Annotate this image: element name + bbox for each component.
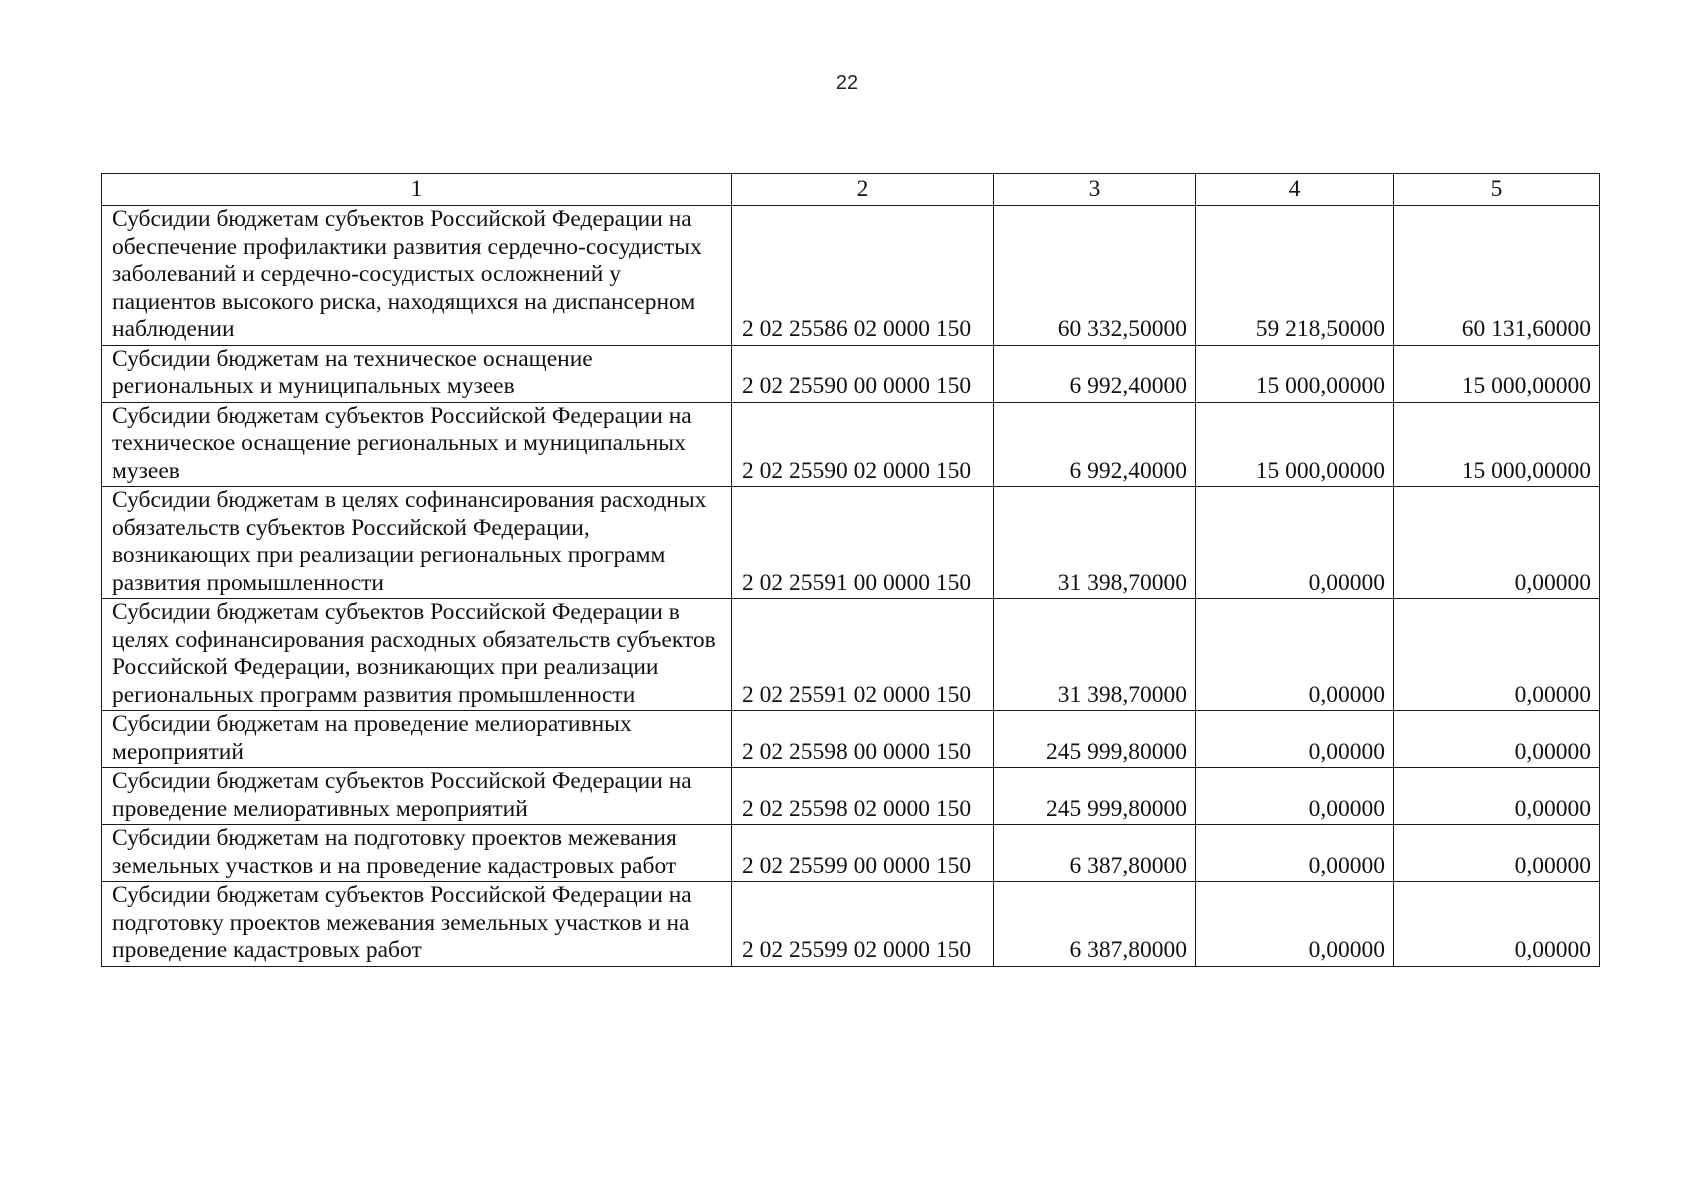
row-amount-col4: 15 000,00000 [1196,345,1394,402]
row-amount-col5: 15 000,00000 [1394,345,1600,402]
row-name-cell: Субсидии бюджетам субъектов Российской Федерации на проведение мелиоративных мероприятий [102,768,732,825]
row-name-cell: Субсидии бюджетам на проведение мелиоративных мероприятий [102,711,732,768]
table-row [102,711,1600,768]
table-row [102,487,1600,599]
row-code-cell: 2 02 25591 00 0000 150 [732,487,994,599]
row-amount-col3: 60 332,50000 [994,206,1196,346]
row-amount-col3: 31 398,70000 [994,487,1196,599]
row-name-cell: Субсидии бюджетам субъектов Российской Федерации на подготовку проектов межевания земельных участков и на проведение кадастровых работ [102,882,732,967]
row-code-cell: 2 02 25599 00 0000 150 [732,825,994,882]
row-amount-col4: 0,00000 [1196,487,1394,599]
row-amount-col3: 6 387,80000 [994,882,1196,967]
header-row [102,174,1600,206]
row-name-cell: Субсидии бюджетам в целях софинансирования расходных обязательств субъектов Российской Федерации, возникающих при реализации региональных программ развития промышленности [102,487,732,599]
table-row [102,882,1600,967]
row-amount-col4: 0,00000 [1196,882,1394,967]
row-amount-col5: 0,00000 [1394,487,1600,599]
row-amount-col4: 15 000,00000 [1196,402,1394,487]
row-amount-col3: 31 398,70000 [994,599,1196,711]
row-code-cell: 2 02 25590 00 0000 150 [732,345,994,402]
row-amount-col5: 60 131,60000 [1394,206,1600,346]
budget-revenue-table [101,173,1600,967]
row-amount-col4: 0,00000 [1196,711,1394,768]
row-code-cell: 2 02 25591 02 0000 150 [732,599,994,711]
row-amount-col4: 59 218,50000 [1196,206,1394,346]
row-name-cell: Субсидии бюджетам на техническое оснащение региональных и муниципальных музеев [102,345,732,402]
row-amount-col4: 0,00000 [1196,825,1394,882]
row-amount-col4: 0,00000 [1196,599,1394,711]
row-amount-col5: 0,00000 [1394,599,1600,711]
row-amount-col3: 245 999,80000 [994,768,1196,825]
row-code-cell: 2 02 25598 00 0000 150 [732,711,994,768]
row-name-cell: Субсидии бюджетам субъектов Российской Федерации на обеспечение профилактики развития сердечно-сосудистых заболеваний и сердечно-сосудистых осложнений у пациентов высокого риска, находящихся на диспансерном наблюдении [102,206,732,346]
table-row [102,768,1600,825]
row-amount-col5: 0,00000 [1394,882,1600,967]
row-code-cell: 2 02 25599 02 0000 150 [732,882,994,967]
row-amount-col5: 0,00000 [1394,768,1600,825]
row-amount-col5: 15 000,00000 [1394,402,1600,487]
row-name-cell: Субсидии бюджетам на подготовку проектов межевания земельных участков и на проведение кадастровых работ [102,825,732,882]
row-code-cell: 2 02 25586 02 0000 150 [732,206,994,346]
table-row [102,599,1600,711]
table-body [102,206,1600,967]
column-header-3: 3 [994,174,1196,206]
row-amount-col3: 245 999,80000 [994,711,1196,768]
column-header-4: 4 [1196,174,1394,206]
row-amount-col3: 6 387,80000 [994,825,1196,882]
table-row [102,206,1600,346]
row-amount-col5: 0,00000 [1394,711,1600,768]
row-name-cell: Субсидии бюджетам субъектов Российской Федерации на техническое оснащение региональных и муниципальных музеев [102,402,732,487]
row-amount-col5: 0,00000 [1394,825,1600,882]
table-header [102,174,1600,206]
column-header-1: 1 [102,174,732,206]
row-code-cell: 2 02 25590 02 0000 150 [732,402,994,487]
row-amount-col3: 6 992,40000 [994,345,1196,402]
page-number: 22 [835,72,859,94]
column-header-2: 2 [732,174,994,206]
table-row [102,825,1600,882]
row-amount-col3: 6 992,40000 [994,402,1196,487]
table-row [102,345,1600,402]
table-row [102,402,1600,487]
row-amount-col4: 0,00000 [1196,768,1394,825]
row-code-cell: 2 02 25598 02 0000 150 [732,768,994,825]
column-header-5: 5 [1394,174,1600,206]
row-name-cell: Субсидии бюджетам субъектов Российской Федерации в целях софинансирования расходных обязательств субъектов Российской Федерации, возникающих при реализации региональных программ развития промышленности [102,599,732,711]
